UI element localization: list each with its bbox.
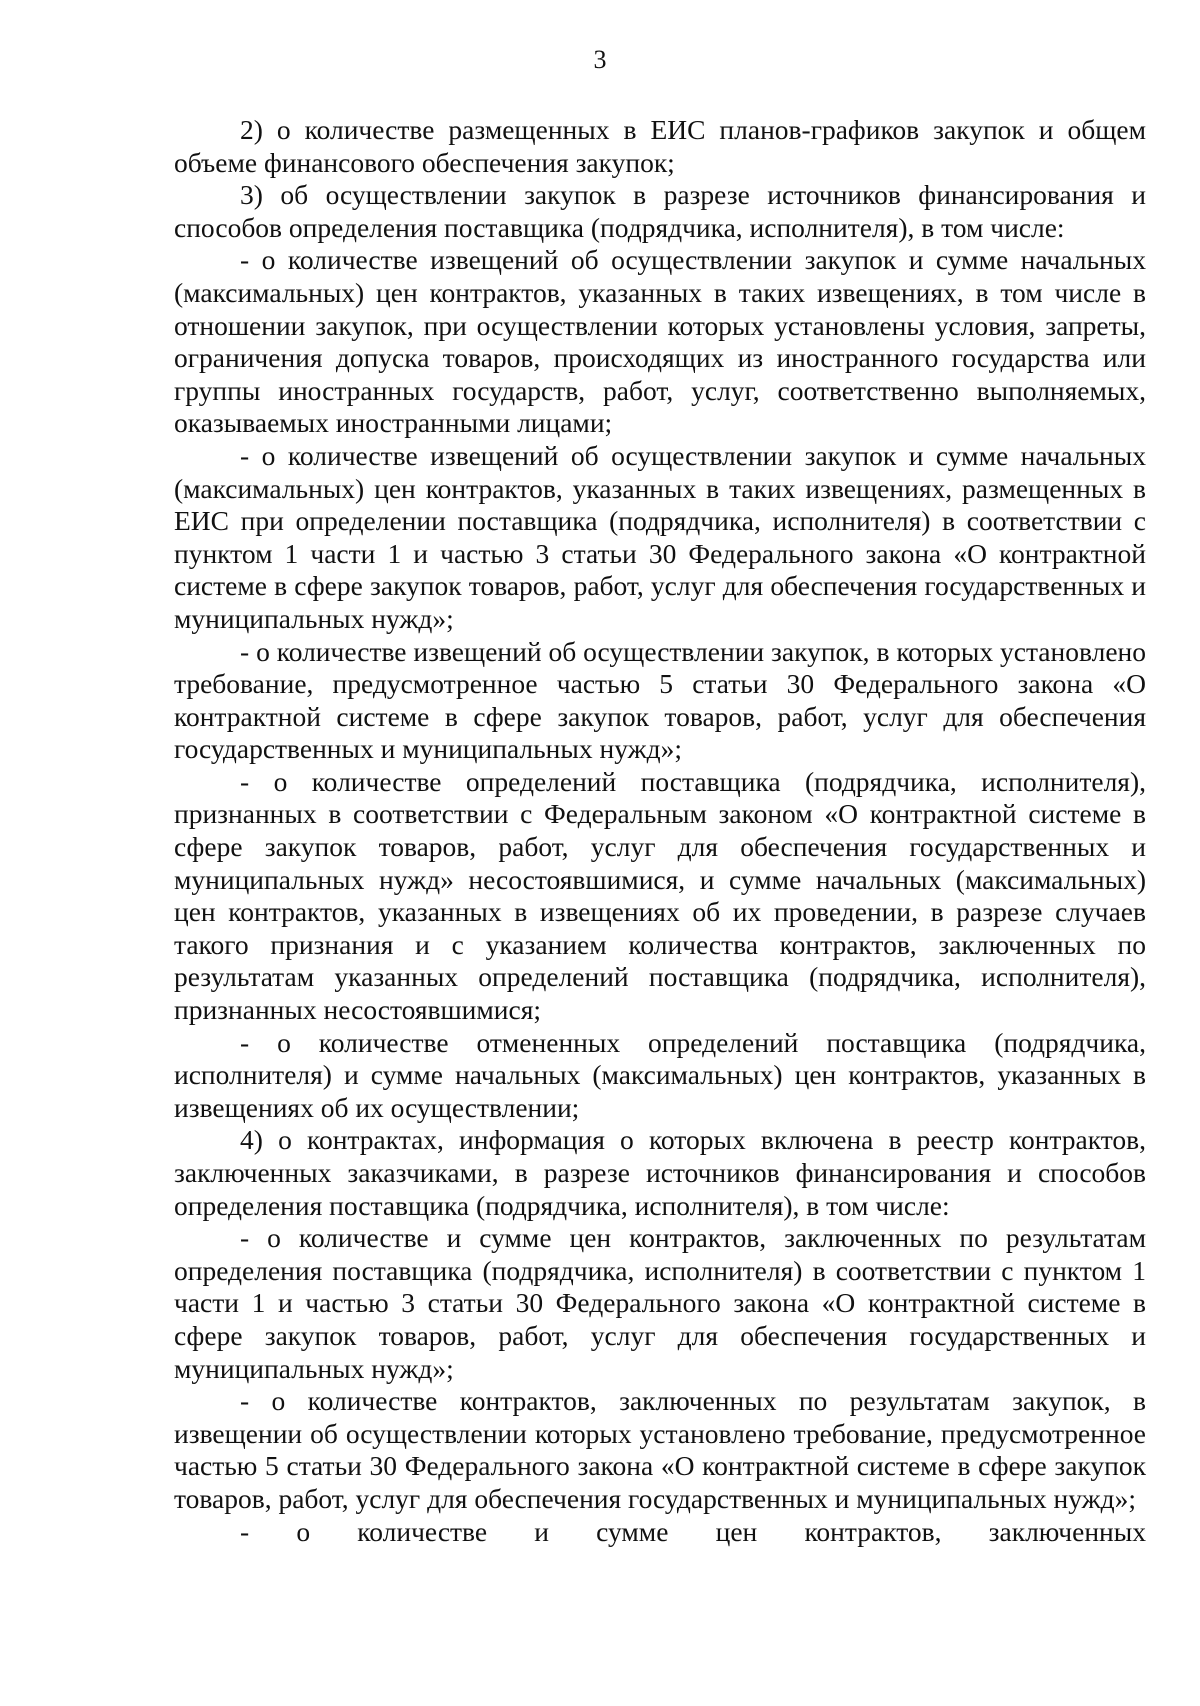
paragraph: - о количестве извещений об осуществлении закупок, в которых установлено требование, предусмотренное частью 5 статьи 30 Федерального закона «О контрактной системе в сфере закупок товаров, работ, услуг для обеспечения государственных и муниципальных нужд»;	[174, 635, 1146, 765]
paragraph: - о количестве контрактов, заключенных по результатам закупок, в извещении об осуществлении которых установлено требование, предусмотренное частью 5 статьи 30 Федерального закона «О контрактной системе в сфере закупок товаров, работ, услуг для обеспечения государственных и муниципальных нужд»;	[174, 1385, 1146, 1514]
paragraph: - о количестве и сумме цен контрактов, заключенных по результатам определения поставщика (подрядчика, исполнителя) в соответствии с пунктом 1 части 1 и частью 3 статьи 30 Федерального закона «О контрактной системе в сфере закупок товаров, работ, услуг для обеспечения государственных и муниципальных нужд»;	[174, 1222, 1146, 1384]
paragraph: 3) об осуществлении закупок в разрезе источников финансирования и способов определения поставщика (подрядчика, исполнителя), в том числе:	[174, 179, 1146, 243]
paragraph: - о количестве отмененных определений поставщика (подрядчика, исполнителя) и сумме начальных (максимальных) цен контрактов, указанных в извещениях об их осуществлении;	[174, 1026, 1146, 1123]
document-body	[174, 114, 1146, 1548]
paragraph: - о количестве извещений об осуществлении закупок и сумме начальных (максимальных) цен контрактов, указанных в таких извещениях, в том числе в отношении закупок, при осуществлении которых установлены условия, запреты, ограничения допуска товаров, происходящих из иностранного государства или группы иностранных государств, работ, услуг, соответственно выполняемых, оказываемых иностранными лицами;	[174, 244, 1146, 439]
paragraph: 2) о количестве размещенных в ЕИС планов-графиков закупок и общем объеме финансового обеспечения закупок;	[174, 114, 1146, 178]
paragraph: - о количестве определений поставщика (подрядчика, исполнителя), признанных в соответствии с Федеральным законом «О контрактной системе в сфере закупок товаров, работ, услуг для обеспечения государственных и муниципальных нужд» несостоявшимися, и сумме начальных (максимальных) цен контрактов, указанных в извещениях об их проведении, в разрезе случаев такого признания и с указанием количества контрактов, заключенных по результатам указанных определений поставщика (подрядчика, исполнителя), признанных несостоявшимися;	[174, 765, 1146, 1026]
page-number: 3	[593, 45, 607, 74]
paragraph: - о количестве извещений об осуществлении закупок и сумме начальных (максимальных) цен контрактов, указанных в таких извещениях, размещенных в ЕИС при определении поставщика (подрядчика, исполнителя) в соответствии с пунктом 1 части 1 и частью 3 статьи 30 Федерального закона «О контрактной системе в сфере закупок товаров, работ, услуг для обеспечения государственных и муниципальных нужд»;	[174, 439, 1146, 634]
paragraph: - о количестве и сумме цен контрактов, заключенных	[240, 1515, 1146, 1547]
paragraph: 4) о контрактах, информация о которых включена в реестр контрактов, заключенных заказчиками, в разрезе источников финансирования и способов определения поставщика (подрядчика, исполнителя), в том числе:	[174, 1124, 1146, 1221]
